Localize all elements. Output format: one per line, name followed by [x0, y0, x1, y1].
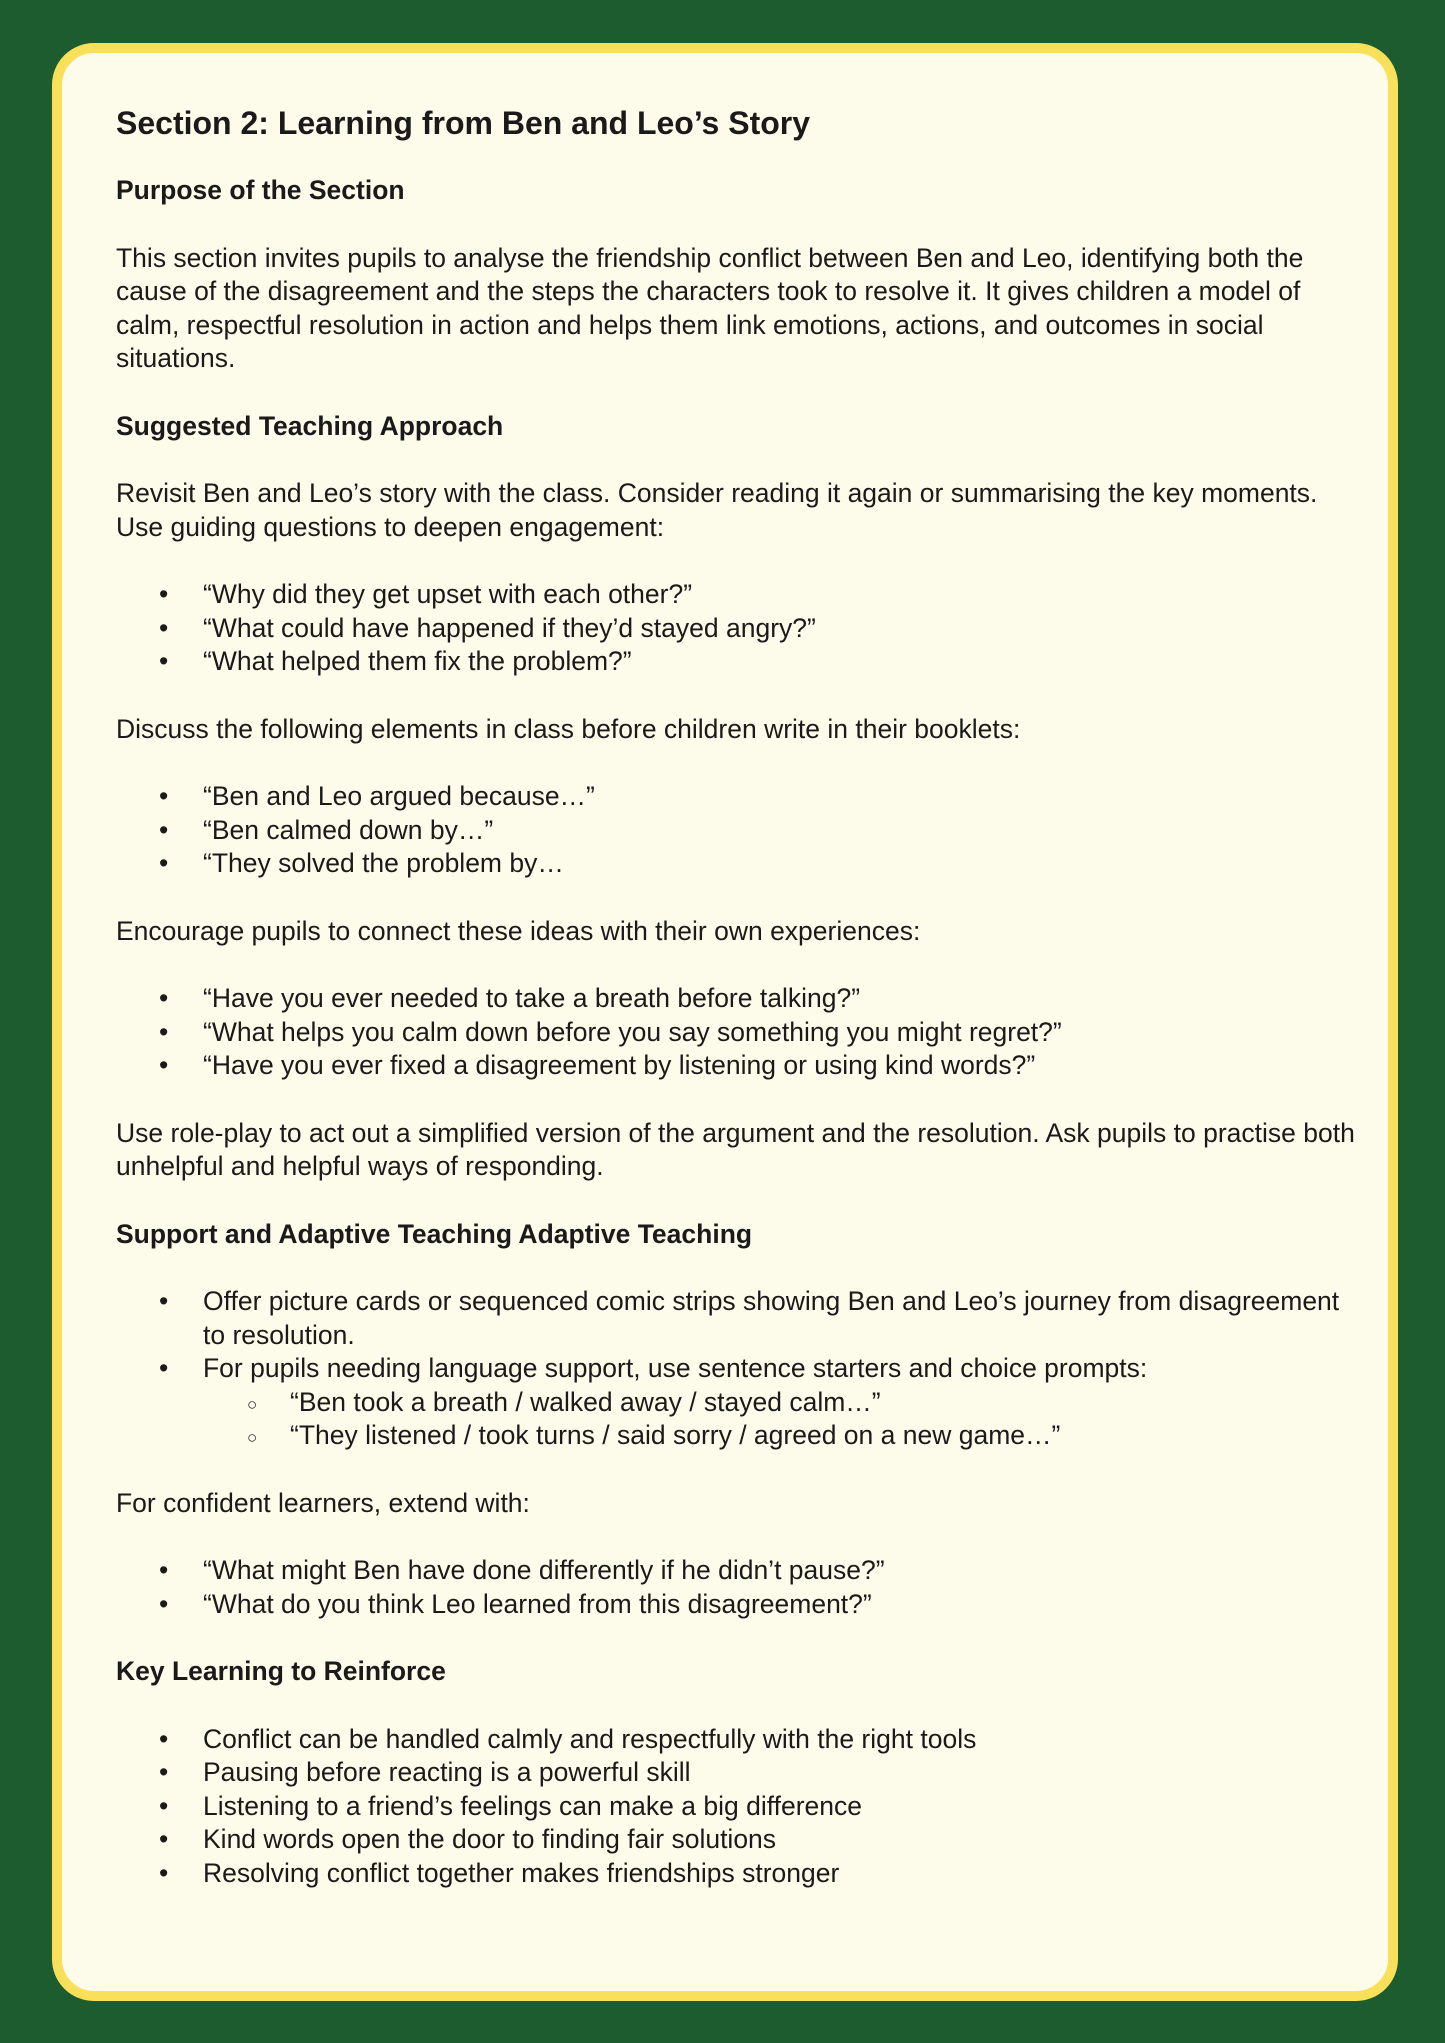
list-item: • “What could have happened if they’d stayed angry?”: [116, 612, 1356, 646]
discuss-list: [116, 780, 1356, 881]
approach-heading: Suggested Teaching Approach: [116, 410, 504, 441]
list-item: • “They solved the problem by…: [116, 847, 1356, 881]
key-learning-heading: Key Learning to Reinforce: [116, 1656, 446, 1686]
roleplay-text: Use role-play to act out a simplified version of the argument and the resolution. Ask pupils to practise both unhelpful and helpful ways of responding.: [116, 1117, 1355, 1181]
list-item-text: For pupils needing language support, use sentence starters and choice prompts:: [203, 1353, 1148, 1383]
document-content: [116, 103, 1356, 1890]
list-item: • “What helps you calm down before you say something you might regret?”: [116, 1016, 1356, 1050]
list-item: • Offer picture cards or sequenced comic strips showing Ben and Leo’s journey from disagreement to resolution.: [116, 1285, 1356, 1352]
list-item: [116, 1352, 1356, 1453]
support-heading: Support and Adaptive Teaching Adaptive Teaching: [116, 1218, 753, 1249]
discuss-intro: Discuss the following elements in class before children write in their booklets:: [116, 713, 1021, 744]
sublist-item: ○ “Ben took a breath / walked away / stayed calm…”: [203, 1386, 1356, 1420]
list-item: • “Ben calmed down by…”: [116, 814, 1356, 848]
key-learning-list: [116, 1723, 1356, 1891]
list-item: • “Ben and Leo argued because…”: [116, 780, 1356, 814]
page-card: [52, 43, 1398, 2001]
list-item: • Listening to a friend’s feelings can make a big difference: [116, 1790, 1356, 1824]
guiding-questions-list: [116, 578, 1356, 679]
purpose-text: This section invites pupils to analyse the friendship conflict between Ben and Leo, identifying both the cause of the disagreement and the steps the characters took to resolve it. It gives children a model of calm, respectful resolution in action and helps them link emotions, actions, and outcomes in social situations.: [116, 242, 1304, 373]
list-item: • Kind words open the door to finding fair solutions: [116, 1823, 1356, 1857]
purpose-heading: Purpose of the Section: [116, 175, 405, 205]
page-title: Section 2: Learning from Ben and Leo’s Story: [116, 105, 811, 141]
sentence-starters-sublist: [203, 1386, 1356, 1453]
connect-intro: Encourage pupils to connect these ideas with their own experiences:: [116, 915, 921, 946]
sublist-item: ○ “They listened / took turns / said sorry / agreed on a new game…”: [203, 1419, 1356, 1453]
connect-list: [116, 982, 1356, 1083]
extend-list: [116, 1554, 1356, 1621]
list-item: • “Have you ever needed to take a breath before talking?”: [116, 982, 1356, 1016]
list-item: • Resolving conflict together makes friendships stronger: [116, 1857, 1356, 1891]
list-item: • Conflict can be handled calmly and respectfully with the right tools: [116, 1723, 1356, 1757]
list-item: • “What might Ben have done differently if he didn’t pause?”: [116, 1554, 1356, 1588]
list-item: • “Why did they get upset with each other?”: [116, 578, 1356, 612]
list-item: • “Have you ever fixed a disagreement by listening or using kind words?”: [116, 1049, 1356, 1083]
list-item: • Pausing before reacting is a powerful skill: [116, 1756, 1356, 1790]
extend-intro: For confident learners, extend with:: [116, 1487, 530, 1518]
list-item: • “What do you think Leo learned from this disagreement?”: [116, 1588, 1356, 1622]
approach-intro: Revisit Ben and Leo’s story with the class. Consider reading it again or summarising the key moments. Use guiding questions to deepen engagement:: [116, 478, 1318, 542]
list-item: • “What helped them fix the problem?”: [116, 645, 1356, 679]
support-list: [116, 1285, 1356, 1453]
